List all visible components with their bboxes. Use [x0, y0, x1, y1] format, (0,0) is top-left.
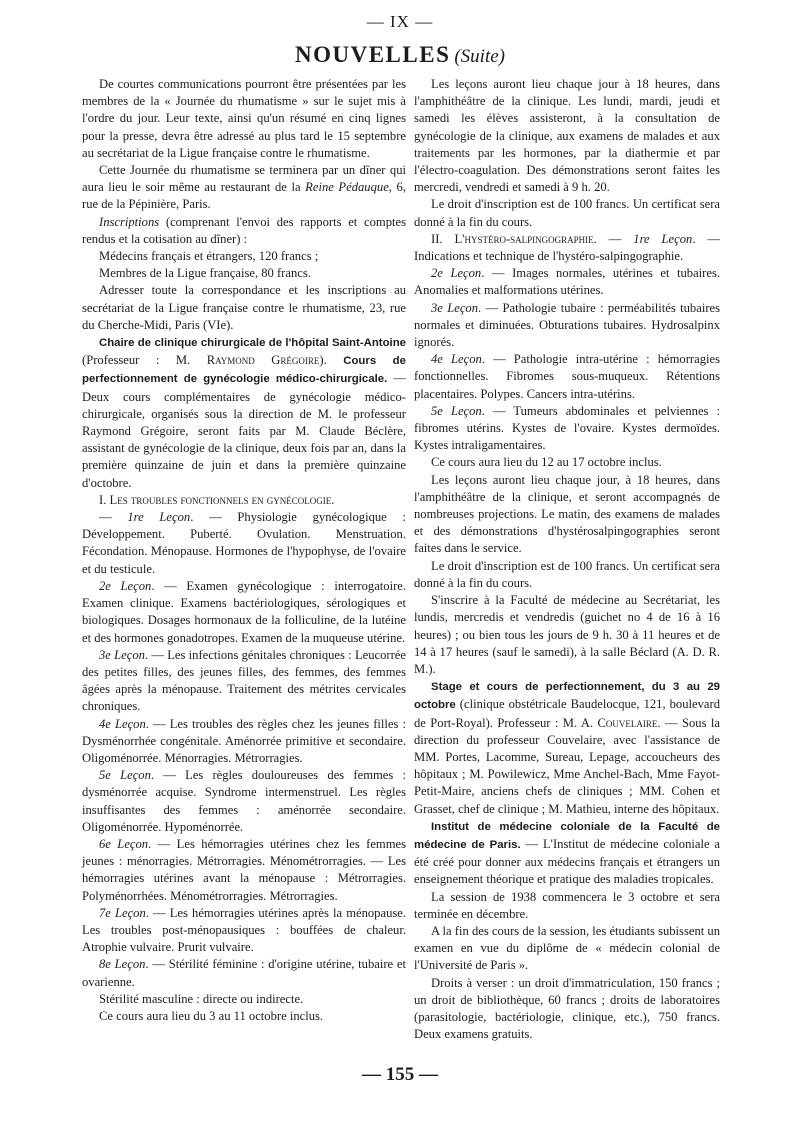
text-run: (Professeur : M. — [82, 353, 207, 368]
italic-text: 5e Leçon — [99, 768, 151, 783]
section-subtitle: (Suite) — [454, 46, 506, 67]
small-caps-text: L'hystéro-salpingographie — [454, 231, 594, 246]
text-run: Cette Journée du rhumatisme se terminera par un dîner qui aura lieu le soir même au restaurant de la — [82, 163, 406, 195]
text-run: . — Les règles douloureuses des femmes : dysménorrée acquise. Syndrome intermenstruel. Les règles insuffisantes des femmes : aménorrée secondaire. Oligoménorrée. Hypoménorrée. — [82, 768, 406, 834]
paragraph — [414, 265, 720, 299]
text-run: Le droit d'inscription est de 100 francs. Un certificat sera donné à la fin du cours. — [414, 558, 720, 590]
page-number-roman: — IX — — [366, 12, 434, 31]
italic-text: 3e Leçon — [99, 647, 145, 662]
text-run: , 6, rue de la Pépinière, Paris. — [82, 180, 406, 212]
text-run: . — Sous la direction du professeur Couvelaire, avec l'assistance de MM. Portes, Lacomme, Sureau, Lepage, accoucheurs des hôpitaux ; M. Powilewicz, Mme Anchel-Bach, Mme Fayot-Petit-Maire, anciens chefs de cliniques ; MM. Cohen et Grasset, chef de clinique ; M. Mathieu, interne des hôpitaux. — [414, 715, 720, 816]
text-run: . — Images normales, utérines et tubaires. Anomalies et malformations utérines. — [414, 266, 721, 298]
paragraph — [82, 162, 406, 214]
right-column — [414, 76, 720, 1043]
paragraph — [82, 578, 406, 647]
text-run: Ce cours aura lieu du 12 au 17 octobre inclus. — [431, 455, 662, 470]
text-run: . — Tumeurs abdominales et pelviennes : fibromes utérins. Kystes de l'ovaire. Kystes dermoïdes. Kystes intraligamentaires. — [414, 403, 721, 453]
bold-heading: Institut de médecine coloniale de la Faculté de médecine de Paris. — [414, 820, 720, 851]
text-run: Les leçons auront lieu chaque jour à 18 heures, dans l'amphithéâtre de la clinique. Les lundi, mardi, jeudi et samedi les élèves assisteront, à la consultation de gynécologie de la clinique, aux examens de malades et aux traitements par les hormones, par la diathermie et par l'électro-coagulation. Des démonstrations seront faites les mercredi, vendredi et samedi à 9 h. 20. — [414, 77, 720, 195]
text-run: . — Les troubles des règles chez les jeunes filles : Dysménorrhée congénitale. Aménorrée primitive et secondaire. Oligoménorrée. Ménorragies. Métrorragies. — [82, 716, 407, 765]
paragraph — [82, 76, 406, 162]
paragraph — [414, 592, 720, 678]
left-column — [82, 76, 406, 1025]
paragraph — [414, 403, 720, 455]
italic-text: Inscriptions — [99, 214, 160, 229]
text-run: A la fin des cours de la session, les étudiants subissent un examen en vue du diplôme de « médecin colonial de l'Université de Paris ». — [414, 923, 720, 973]
text-run: Les leçons auront lieu chaque jour, à 18 heures, dans l'amphithéâtre de la clinique, et seront accompagnés de nombreuses projections. Le matin, des examens de malades et des démonstrations d'hystérosalpingographies seront faites dans le service. — [414, 472, 720, 556]
bold-heading: Stage et cours de perfectionnement, du 3 au 29 octobre — [414, 681, 720, 712]
text-run: . — Examen gynécologique : interrogatoire. Examen clinique. Examens bactériologiques, sérologiques et biologiques. Dosages hormonaux de la folliculine, de la lutéine et des hormones gonadotropes. Examen de la muqueuse utérine. — [82, 578, 407, 645]
paragraph — [82, 767, 406, 836]
text-run: La session de 1938 commencera le 3 octobre et sera terminée en décembre. — [414, 889, 720, 921]
paragraph — [414, 300, 720, 352]
text-run: ). — [319, 353, 344, 368]
text-run: (clinique obstétricale Baudelocque, 121, boulevard de Port-Royal). Professeur : M. A. — [414, 697, 720, 730]
text-run: Membres de la Ligue française, 80 francs. — [99, 266, 311, 281]
paragraph — [82, 334, 406, 492]
text-run: S'inscrire à la Faculté de médecine au Secrétariat, les lundis, mercredis et vendredis (guichet no 4 de 16 à 16 heures) ; ou bien tous les jours de 9 h. 30 à 11 heures et de 14 à 17 heures (sauf le samedi), à la salle Béclard (A. D. R. M.). — [414, 593, 720, 676]
text-run: (comprenant l'envoi des rapports et comptes rendus et la cotisation au dîner) : — [82, 214, 406, 246]
text-run: . — Pathologie tubaire : perméabilités tubaires normales et diminuées. Obturations tubaires. Hydrosalpinx ignorés. — [414, 300, 720, 350]
italic-text: 5e Leçon — [431, 403, 482, 418]
italic-text: Reine Pédauque — [305, 180, 389, 195]
text-run: De courtes communications pourront être présentées par les membres de la « Journée du rhumatisme » sur le sujet mis à l'ordre du jour. Leur texte, ainsi qu'un résumé en cinq lignes pour la presse, devra être adressé au plus tard le 15 septembre au secrétariat de la Ligue française contre le rhumatisme. — [82, 77, 406, 160]
text-run: I. — [99, 492, 110, 507]
paragraph — [82, 1008, 406, 1025]
paragraph — [82, 492, 406, 509]
paragraph — [82, 991, 406, 1008]
italic-text: 1re Leçon — [633, 231, 693, 246]
section-header — [0, 42, 800, 68]
small-caps-text: Couvelaire — [597, 715, 658, 730]
italic-text: 3e Leçon — [431, 300, 479, 315]
small-caps-text: Raymond Grégoire — [206, 353, 320, 368]
paragraph — [414, 678, 720, 818]
italic-text: 7e Leçon — [99, 905, 146, 920]
text-run: — — [99, 510, 128, 525]
paragraph — [82, 248, 406, 265]
section-title: NOUVELLES — [294, 42, 451, 67]
text-run: Le droit d'inscription est de 100 francs. Un certificat sera donné à la fin du cours. — [414, 197, 720, 229]
paragraph — [414, 818, 720, 889]
text-run: Stérilité masculine : directe ou indirecte. — [99, 991, 304, 1006]
paragraph — [414, 975, 720, 1044]
paragraph — [414, 76, 720, 196]
paragraph — [82, 716, 406, 768]
paragraph — [414, 923, 720, 975]
text-run: Ce cours aura lieu du 3 au 11 octobre inclus. — [99, 1008, 324, 1023]
text-run: . — Les hémorragies utérines chez les femmes jeunes : ménorragies. Métrorragies. Ménométrorragies. — Les hémorragies utérines avant la ménopause : Métrorragies. Polyménorrhées. Ménométrorragies. Métrorragies. — [82, 836, 407, 903]
text-run: — Deux cours complémentaires de gynécologie médico-chirurgicale, organisés sous la direction de M. le professeur Raymond Grégoire, seront faits par M. Claude Béclère, assistant de gynécologie de la clinique, deux fois par an, dans la première quinzaine de juin et dans la première quinzaine d'octobre. — [82, 371, 406, 490]
page-number: — 155 — — [362, 1064, 438, 1085]
paragraph — [82, 214, 406, 248]
small-caps-text: Les troubles fonctionnels en gynécologie — [109, 492, 332, 507]
paragraph — [82, 265, 406, 282]
text-run: Droits à verser : un droit d'immatriculation, 150 francs ; un droit de bibliothèque, 60 francs ; droits de laboratoires (parasitologie, bactériologie, clinique, etc.), 750 francs. Deux examens gratuits. — [414, 975, 720, 1042]
text-run: . — Pathologie intra-utérine : hémorragies fonctionnelles. Fibromes sous-muqueux. Rétentions placentaires. Polypes. Cancers intra-utérins. — [414, 352, 720, 401]
paragraph — [82, 836, 406, 905]
italic-text: 4e Leçon — [99, 716, 146, 731]
bold-heading: Chaire de clinique chirurgicale de l'hôpital Saint-Antoine — [99, 337, 406, 350]
italic-text: 2e Leçon — [99, 578, 152, 593]
text-run: . — Les infections génitales chroniques : Leucorrée des petites filles, des jeunes filles, des femmes, des femmes âgées après la ménopause. Traitement des métrites cervicales chroniques. — [82, 647, 406, 714]
text-run: . — Indications et technique de l'hystéro-salpingographie. — [414, 231, 721, 264]
paragraph — [82, 905, 406, 957]
paragraph — [414, 231, 720, 265]
paragraph — [414, 472, 720, 558]
text-run: Médecins français et étrangers, 120 francs ; — [99, 249, 319, 264]
text-run: . — Physiologie gynécologique : Développement. Puberté. Ovulation. Menstruation. Fécondation. Ménopause. Hormones de l'hypophyse, de l'ovaire et du testicule. — [82, 510, 407, 576]
paragraph — [414, 558, 720, 592]
paragraph — [82, 647, 406, 716]
paragraph — [414, 196, 720, 230]
paragraph — [414, 889, 720, 923]
italic-text: 1re Leçon — [127, 510, 191, 525]
paragraph — [414, 454, 720, 471]
paragraph — [414, 351, 720, 403]
text-run: . — [331, 492, 335, 507]
text-run: . — Les hémorragies utérines après la ménopause. Les troubles post-ménopausiques : bouffées de chaleur. Atrophie vulvaire. Prurit vulvaire. — [82, 905, 407, 955]
italic-text: 4e Leçon — [431, 352, 482, 367]
italic-text: 6e Leçon — [99, 836, 149, 851]
bold-heading: Cours de perfectionnement de gynécologie médico-chirurgicale. — [82, 355, 406, 386]
italic-text: 8e Leçon — [99, 957, 146, 972]
paragraph — [82, 282, 406, 334]
text-run: Adresser toute la correspondance et les inscriptions au secrétariat de la Ligue française contre le rhumatisme, 23, rue du Cherche-Midi, Paris (VIe). — [82, 283, 406, 332]
text-run: II. — [431, 231, 455, 246]
paragraph — [82, 956, 406, 990]
italic-text: 2e Leçon — [431, 266, 482, 281]
text-run: . — — [593, 231, 634, 246]
paragraph — [82, 509, 406, 578]
text-run: . — Stérilité féminine : d'origine utérine, tubaire et ovarienne. — [82, 957, 407, 989]
text-run: — L'Institut de médecine coloniale a été créé pour donner aux médecins français et étrangers un enseignement théorique et pratique des maladies tropicales. — [414, 836, 721, 887]
